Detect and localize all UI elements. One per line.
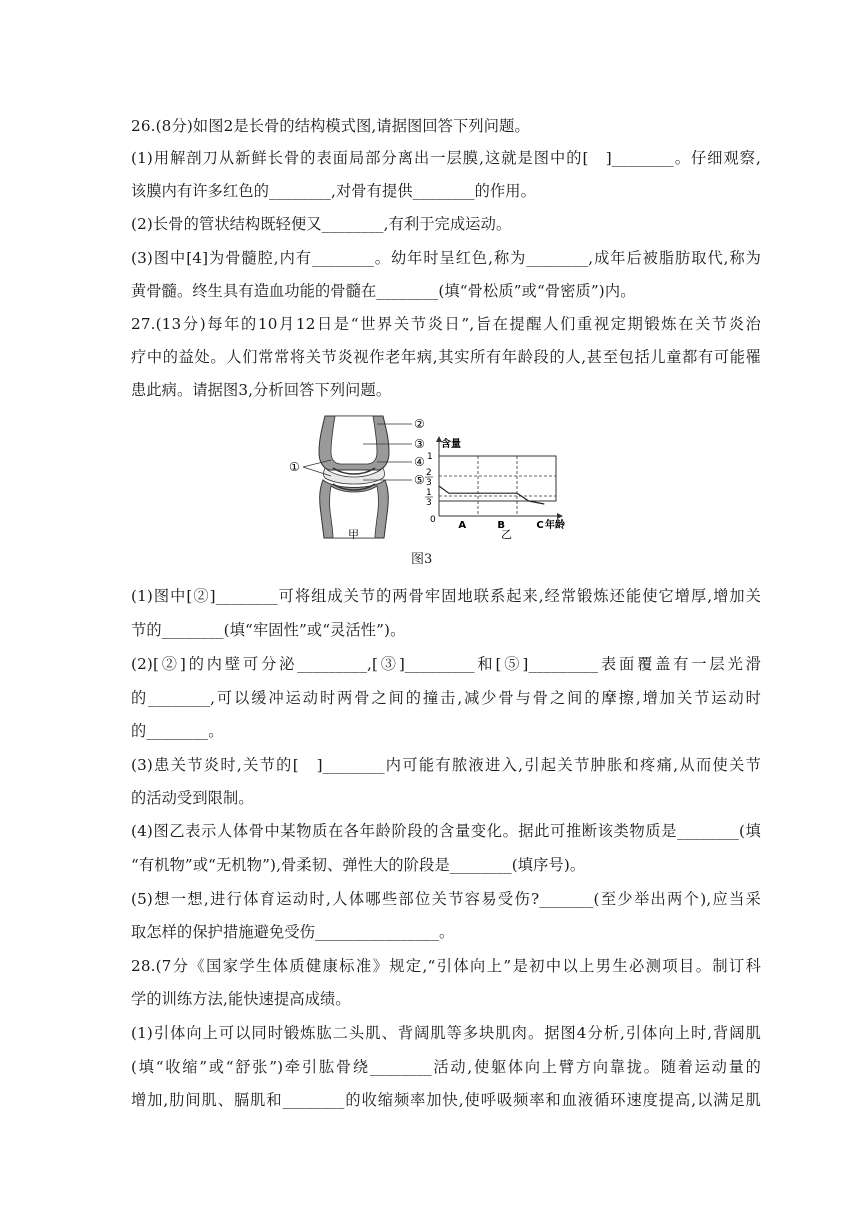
q27-part2-line1: (2)[②]的内壁可分泌_________,[③]_________和[⑤]_________表面覆盖有一层光滑 xyxy=(131,655,761,673)
content-chart xyxy=(425,436,565,541)
x-tick-label: A xyxy=(458,520,467,531)
q28-heading-line2: 学的训练方法,能快速提高成绩。 xyxy=(131,990,351,1008)
y-tick-label-den: 3 xyxy=(426,477,432,488)
y-tick-label: 1 xyxy=(427,452,433,462)
origin-label: 0 xyxy=(430,515,436,525)
q27-part4-line2: “有机物”或“无机物”),骨柔韧、弹性大的阶段是________(填序号)。 xyxy=(131,856,586,874)
q27-part1-line1: (1)图中[②]________可将组成关节的两骨牢固地联系起来,经常锻炼还能使它增厚,增加关 xyxy=(131,587,761,605)
q27-part5-line1: (5)想一想,进行体育运动时,人体哪些部位关节容易受伤?_______(至少举出两个),应当采 xyxy=(131,890,761,908)
label-jia: 甲 xyxy=(348,528,359,541)
q26-heading: 26.(8分)如图2是长骨的结构模式图,请据图回答下列问题。 xyxy=(131,117,530,135)
q28-part1-line1: (1)引体向上可以同时锻炼肱二头肌、背阔肌等多块肌肉。据图4分析,引体向上时,背阔肌 xyxy=(131,1024,761,1042)
q27-part3-line1: (3)患关节炎时,关节的[ ]________内可能有脓液进入,引起关节肿胀和疼痛,从而使关节 xyxy=(131,756,761,774)
q27-part5-line2: 取怎样的保护措施避免受伤________________。 xyxy=(131,923,455,941)
q27-part4-line1: (4)图乙表示人体骨中某物质在各年龄阶段的含量变化。据此可推断该类物质是________(填 xyxy=(131,822,761,840)
callout-3: ③ xyxy=(414,437,425,451)
q28-heading-line1: 28.(7分《国家学生体质健康标准》规定,“引体向上”是初中以上男生必测项目。制订科 xyxy=(131,957,761,975)
callout-4: ④ xyxy=(414,455,425,469)
q26-part2: (2)长骨的管状结构既轻便又________,有利于完成运动。 xyxy=(131,215,512,233)
q27-part2-line2: 的________,可以缓冲运动时两骨之间的撞击,减少骨与骨之间的摩擦,增加关节运动时 xyxy=(131,689,761,707)
q26-part3-line1: (3)图中[4]为骨髓腔,内有________。幼年时呈红色,称为________,成年后被脂肪取代,称为 xyxy=(131,249,761,267)
figure-3-svg xyxy=(289,410,589,550)
q27-part3-line2: 的活动受到限制。 xyxy=(131,789,254,807)
callout-2: ② xyxy=(414,417,425,431)
callout-5: ⑤ xyxy=(414,473,425,487)
joint-diagram xyxy=(289,416,425,541)
x-tick-label: C xyxy=(536,520,544,531)
x-axis-arrow xyxy=(557,513,563,519)
figure-3-caption: 图3 xyxy=(411,552,433,567)
plot-box xyxy=(439,456,556,501)
q27-heading-line1: 27.(13分)每年的10月12日是“世界关节炎日”,旨在提醒人们重视定期锻炼在关节炎治 xyxy=(131,315,761,333)
q26-part1-line2: 该膜内有许多红色的________,对骨有提供________的作用。 xyxy=(131,182,536,200)
q28-part1-line2: (填“收缩”或“舒张”)牵引肱骨绕________活动,使躯体向上臂方向靠拢。随着运动量的 xyxy=(131,1058,761,1076)
x-tick-label: B xyxy=(497,520,506,531)
y-tick-label-num: 2 xyxy=(426,467,432,478)
q26-part3-line2: 黄骨髓。终生具有造血功能的骨髓在________(填“骨松质”或“骨密质”)内。 xyxy=(131,282,636,300)
figure-3 xyxy=(289,410,589,550)
q27-heading-line2: 疗中的益处。人们常常将关节炎视作老年病,其实所有年龄段的人,甚至包括儿童都有可能罹 xyxy=(131,348,761,366)
callout-1: ① xyxy=(289,460,300,474)
y-axis-label: 含量 xyxy=(441,439,461,450)
y-tick-label-den: 3 xyxy=(426,498,432,509)
q27-part2-line3: 的________。 xyxy=(131,722,224,740)
q27-part1-line2: 节的________(填“牢固性”或“灵活性”)。 xyxy=(131,621,406,639)
q27-heading-line3: 患此病。请据图3,分析回答下列问题。 xyxy=(131,381,392,399)
q26-part1-line1: (1)用解剖刀从新鲜长骨的表面局部分离出一层膜,这就是图中的[ ]________。仔细观察, xyxy=(131,149,761,167)
x-axis-label: 年龄 xyxy=(545,520,565,531)
upper-bone-inner xyxy=(331,416,377,464)
y-tick-label-num: 1 xyxy=(426,488,432,499)
q28-part1-line3: 增加,肋间肌、膈肌和________的收缩频率加快,使呼吸频率和血液循环速度提高,以满足肌 xyxy=(131,1091,761,1109)
label-yi: 乙 xyxy=(501,528,512,541)
